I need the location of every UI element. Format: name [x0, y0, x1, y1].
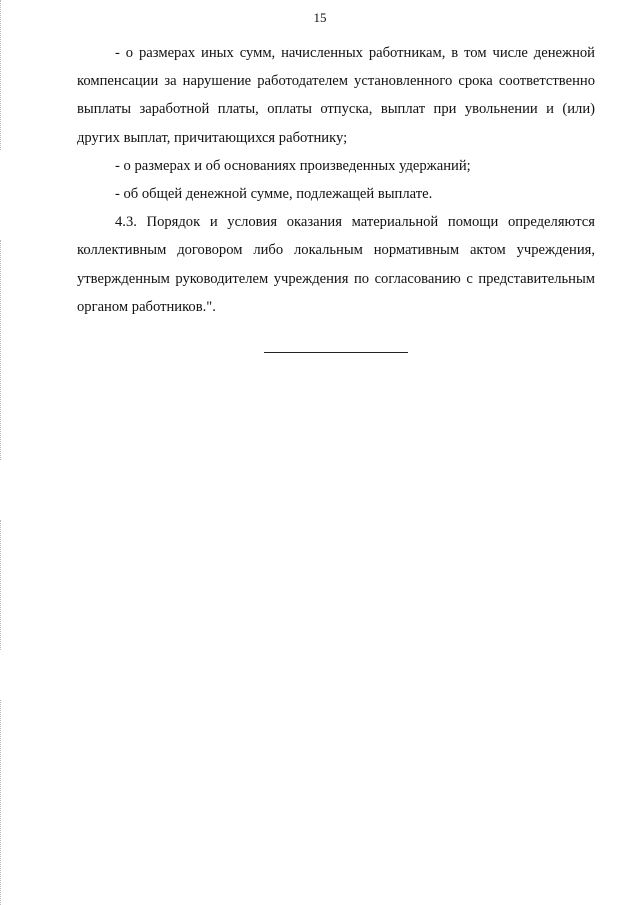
- paragraph-other-amounts: - о размерах иных сумм, начисленных работникам, в том числе денежной компенсации за нарушение работодателем установленного срока соответственно выплаты заработной платы, оплаты отпуска, выплат при увольнении и (или) других выплат, причитающихся работнику;: [77, 45, 595, 146]
- page-number: 15: [313, 10, 327, 25]
- paragraph-section-4-3: 4.3. Порядок и условия оказания материальной помощи определяются коллективным договором либо локальным нормативным актом учреждения, утвержденным руководителем учреждения по согласованию с представительным органом работников.".: [77, 214, 595, 315]
- paragraph-total-sum: - об общей денежной сумме, подлежащей выплате.: [115, 186, 433, 203]
- scan-edge-artifact: [0, 520, 2, 650]
- paragraph-deductions: - о размерах и об основаниях произведенных удержаний;: [115, 157, 471, 174]
- scan-edge-artifact: [0, 700, 2, 905]
- document-body: [77, 39, 595, 321]
- scan-edge-artifact: [0, 240, 2, 460]
- end-of-document-line: [264, 352, 408, 353]
